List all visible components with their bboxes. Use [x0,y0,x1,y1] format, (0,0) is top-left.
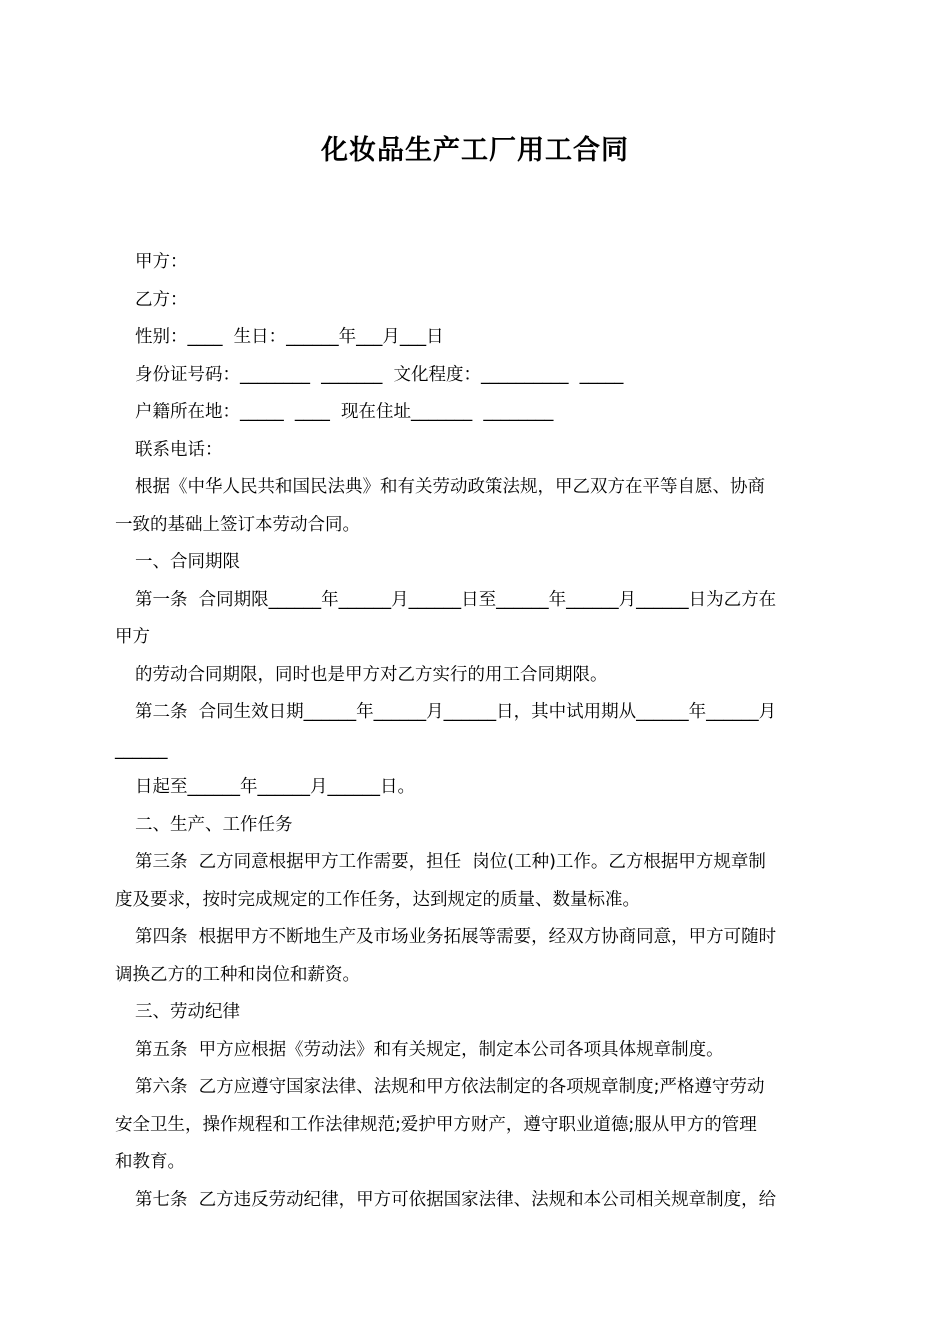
article-1-line-1: 第一条 合同期限______年______月______日至______年______月______日为乙方在 [135,589,777,610]
article-2-line-2: ______ [115,739,168,760]
document-body [115,244,835,1219]
article-6-line-1: 第六条 乙方应遵守国家法律、法规和甲方依法制定的各项规章制度;严格遵守劳动 [135,1077,765,1097]
article-1-line-2: 甲方 [115,627,150,647]
article-6-line-2: 安全卫生，操作规程和工作法律规范;爱护甲方财产，遵守职业道德;服从甲方的管理 [115,1114,757,1135]
party-a-line: 甲方： [135,252,188,272]
section-heading-term: 一、合同期限 [135,552,240,572]
article-3-line-1: 第三条 乙方同意根据甲方工作需要，担任 岗位(工种)工作。乙方根据甲方规章制 [135,852,766,872]
preamble-line-2: 一致的基础上签订本劳动合同。 [115,514,360,535]
gender-birthday-line: 性别：____ 生日：______年___月___日 [135,327,444,347]
article-2-line-3: 日起至______年______月______日。 [135,777,415,797]
article-3-line-2: 度及要求，按时完成规定的工作任务，达到规定的质量、数量标准。 [115,889,640,910]
article-4-line-1: 第四条 根据甲方不断地生产及市场业务拓展等需要，经双方协商同意，甲方可随时 [135,927,777,947]
article-6-line-3: 和教育。 [115,1152,185,1172]
article-1-line-3: 的劳动合同期限，同时也是甲方对乙方实行的用工合同期限。 [135,664,608,685]
residence-address-line: 户籍所在地：_____ ____ 现在住址_______ ________ [135,402,554,422]
article-2-line-1: 第二条 合同生效日期______年______月______日，其中试用期从______年______月 [135,702,777,722]
party-b-line: 乙方： [135,289,188,310]
document-title: 化妆品生产工厂用工合同 [321,135,629,166]
article-4-line-2: 调换乙方的工种和岗位和薪资。 [115,964,360,985]
section-heading-discipline: 三、劳动纪律 [135,1002,240,1022]
article-7-line-1: 第七条 乙方违反劳动纪律，甲方可依据国家法律、法规和本公司相关规章制度，给 [135,1189,777,1210]
preamble-line-1: 根据《中华人民共和国民法典》和有关劳动政策法规，甲乙双方在平等自愿、协商 [135,477,765,497]
article-5-line-1: 第五条 甲方应根据《劳动法》和有关规定，制定本公司各项具体规章制度。 [135,1039,724,1060]
id-education-line: 身份证号码：________ _______ 文化程度：__________ _____ [135,364,624,385]
phone-line: 联系电话： [135,439,223,460]
section-heading-tasks: 二、生产、工作任务 [135,814,293,835]
